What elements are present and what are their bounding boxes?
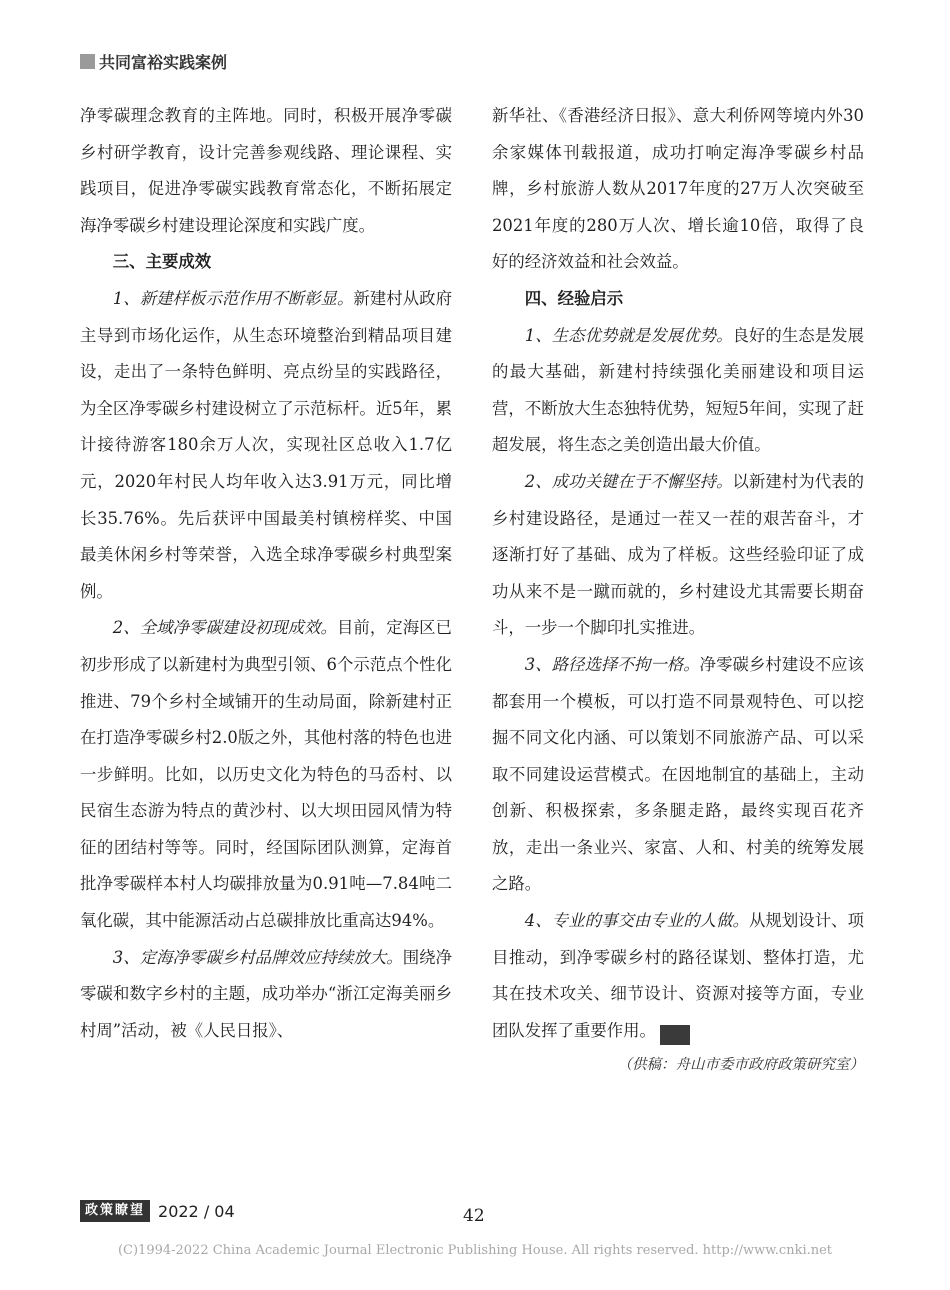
result-item-1-lead: 1、新建样板示范作用不断彰显。 bbox=[112, 288, 354, 308]
lesson-item-1-lead: 1、生态优势就是发展优势。 bbox=[524, 325, 733, 345]
result-item-3 bbox=[80, 940, 452, 1050]
copyright-notice: (C)1994-2022 China Academic Journal Electronic Publishing House. All rights reserved. http://www.cnki.net bbox=[117, 1243, 833, 1258]
result-item-1-text: 新建村从政府主导到市场化运作，从生态环境整治到精品项目建设，走出了一条特色鲜明、亮点纷呈的实践路径，为全区净零碳乡村建设树立了示范标杆。近5年，累计接待游客180余万人次，实现社区总收入1.7亿元，2020年村民人均年收入达3.91万元，同比增长35.76%。先后获评中国最美村镇榜样奖、中国最美休闲乡村等荣誉，入选全球净零碳乡村典型案例。 bbox=[80, 288, 453, 601]
header-square-icon bbox=[80, 54, 95, 69]
left-column bbox=[80, 98, 452, 1049]
lesson-item-4 bbox=[492, 903, 864, 1049]
lesson-item-3-text: 净零碳乡村建设不应该都套用一个模板，可以打造不同景观特色、可以挖掘不同文化内涵、可以策划不同旅游产品、可以采取不同建设运营模式。在因地制宜的基础上，主动创新、积极探索，多条腿走路，最终实现百花齐放，走出一条业兴、家富、人和、村美的统筹发展之路。 bbox=[492, 654, 864, 894]
right-column bbox=[492, 98, 864, 1077]
left-paragraph-1: 净零碳理念教育的主阵地。同时，积极开展净零碳乡村研学教育，设计完善参观线路、理论课程、实践项目，促进净零碳实践教育常态化，不断拓展定海净零碳乡村建设理论深度和实践广度。 bbox=[80, 106, 452, 235]
page-number: 42 bbox=[463, 1206, 485, 1226]
lesson-item-4-lead: 4、专业的事交由专业的人做。 bbox=[524, 911, 749, 931]
contributor-note: （供稿：舟山市委市政府政策研究室） bbox=[617, 1057, 864, 1074]
lesson-item-2-text: 以新建村为代表的乡村建设路径，是通过一茬又一茬的艰苦奋斗，才逐渐打好了基础、成为了样板。这些经验印证了成功从来不是一蹴而就的，乡村建设尤其需要长期奋斗，一步一个脚印扎实推进。 bbox=[492, 471, 865, 638]
lesson-item-1 bbox=[492, 318, 864, 464]
result-item-3-text: 围绕净零碳和数字乡村的主题，成功举办“浙江定海美丽乡村周”活动，被《人民日报》、 bbox=[80, 947, 453, 1040]
result-item-2-lead: 2、全域净零碳建设初现成效。 bbox=[112, 618, 337, 638]
section-header bbox=[80, 48, 227, 74]
lesson-item-1-text: 良好的生态是发展的最大基础，新建村持续强化美丽建设和项目运营，不断放大生态独特优势，短短5年间，实现了赶超发展，将生态之美创造出最大价值。 bbox=[492, 325, 865, 455]
section-heading-results: 三、主要成效 bbox=[112, 252, 212, 272]
header-title: 共同富裕实践案例 bbox=[99, 52, 228, 72]
lesson-item-3-lead: 3、路径选择不拘一格。 bbox=[524, 654, 700, 674]
result-item-2 bbox=[80, 610, 452, 939]
result-item-3-lead: 3、定海净零碳乡村品牌效应持续放大。 bbox=[112, 947, 403, 967]
lesson-item-2-lead: 2、成功关键在于不懈坚持。 bbox=[524, 471, 733, 491]
lesson-item-4-text: 从规划设计、项目推动，到净零碳乡村的路径谋划、整体打造，尤其在技术攻关、细节设计、资源对接等方面，专业团队发挥了重要作用。 bbox=[492, 911, 865, 1040]
section-heading-lessons: 四、经验启示 bbox=[524, 288, 624, 308]
end-mark-icon: 政 bbox=[660, 1025, 690, 1045]
right-paragraph-1: 新华社、《香港经济日报》、意大利侨网等境内外30余家媒体刊载报道，成功打响定海净零碳乡村品牌，乡村旅游人数从2017年度的27万人次突破至2021年度的280万人次、增长逾10倍，取得了良好的经济效益和社会效益。 bbox=[492, 106, 864, 272]
issue-date: 2022 / 04 bbox=[158, 1201, 235, 1221]
footer-brand bbox=[80, 1199, 235, 1223]
result-item-2-text: 目前，定海区已初步形成了以新建村为典型引领、6个示范点个性化推进、79个乡村全域铺开的生动局面，除新建村正在打造净零碳乡村2.0版之外，其他村落的特色也进一步鲜明。比如，以历史文化为特色的马岙村、以民宿生态游为特点的黄沙村、以大坝田园风情为特征的团结村等等。同时，经国际团队测算，定海首批净零碳样本村人均碳排放量为0.91吨—7.84吨二氧化碳，其中能源活动占总碳排放比重高达94%。 bbox=[80, 618, 453, 931]
result-item-1 bbox=[80, 281, 452, 610]
magazine-logo: 政策瞭望 bbox=[80, 1200, 150, 1222]
lesson-item-3 bbox=[492, 647, 864, 903]
lesson-item-2 bbox=[492, 464, 864, 647]
